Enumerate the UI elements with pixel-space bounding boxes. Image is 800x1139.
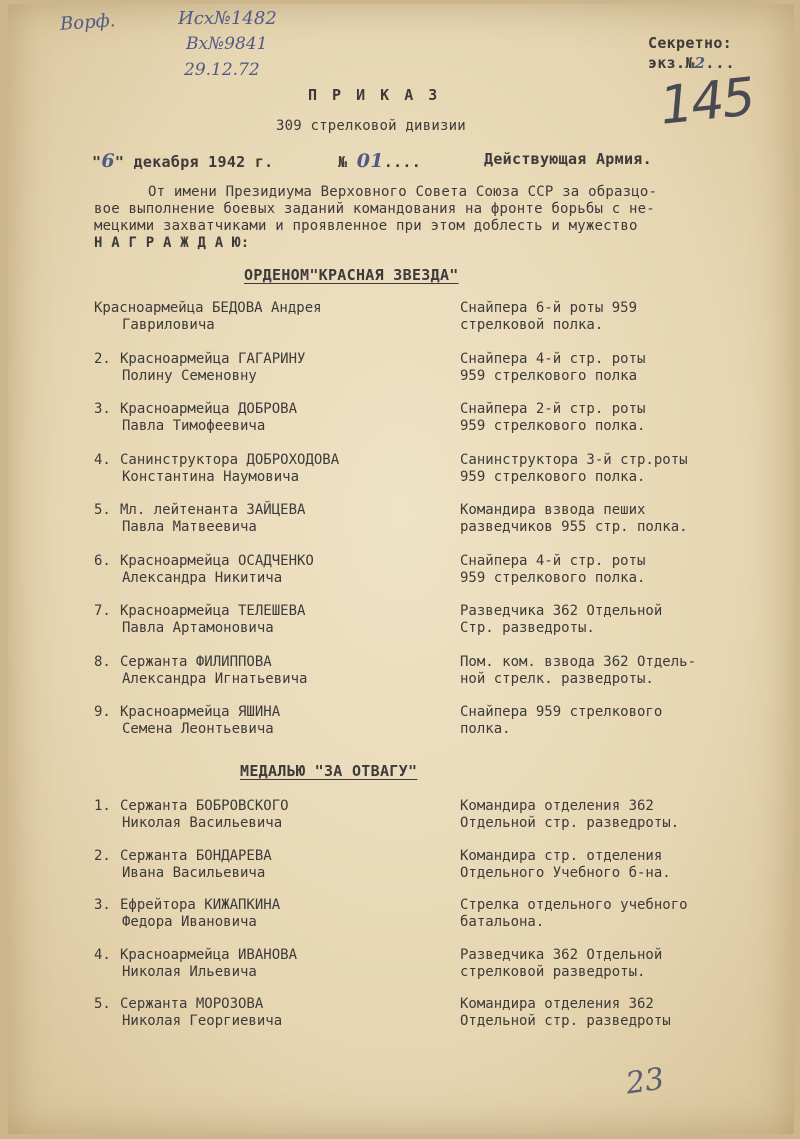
position-line-1: Снайпера 959 стрелкового bbox=[460, 704, 663, 720]
item-number: 3. bbox=[94, 401, 111, 417]
section1-recipient bbox=[94, 351, 454, 385]
archive-incoming-note: Вх№9841 bbox=[186, 34, 268, 54]
section2-recipient bbox=[94, 798, 454, 832]
section-order-red-star-title: ОРДЕНОМ"КРАСНАЯ ЗВЕЗДА" bbox=[244, 266, 459, 284]
section2-recipient bbox=[94, 897, 454, 931]
position-line-1: Разведчика 362 Отдельной bbox=[460, 603, 663, 619]
item-number: 3. bbox=[94, 897, 111, 913]
item-number: 4. bbox=[94, 451, 111, 468]
recipient-rank-surname: Красноармейца БЕДОВА Андрея bbox=[94, 300, 322, 316]
recipient-rank-surname: 4. Санинструктора ДОБРОХОДОВА bbox=[94, 451, 340, 468]
order-day: 6 bbox=[101, 150, 115, 172]
position-line-2: Отдельной стр. разведроты. bbox=[460, 815, 680, 831]
position-line-2: полка. bbox=[460, 721, 511, 737]
item-number: 6. bbox=[94, 552, 111, 569]
section1-recipient bbox=[94, 502, 454, 536]
position-line-1: Разведчика 362 Отдельной bbox=[460, 946, 663, 963]
sheet-number: 23 bbox=[623, 1061, 667, 1102]
position-line-2: 959 стрелкового полка bbox=[460, 367, 638, 384]
section2-position bbox=[460, 947, 760, 981]
recipient-given-names: Павла Матвеевича bbox=[122, 519, 257, 535]
preamble-line-2: вое выполнение боевых заданий командования на фронте борьбы с не- bbox=[94, 201, 655, 217]
position-line-1: Санинструктора 3-й стр.роты bbox=[460, 451, 688, 468]
item-number: 5. bbox=[94, 996, 111, 1012]
position-line-2: 959 стрелкового полка. bbox=[460, 468, 646, 485]
position-line-2: 959 стрелкового полка. bbox=[460, 418, 646, 434]
recipient-rank-surname: 6. Красноармейца ОСАДЧЕНКО bbox=[94, 552, 314, 569]
section1-position bbox=[460, 603, 760, 637]
item-number: 5. bbox=[94, 502, 111, 518]
section2-recipient bbox=[94, 947, 454, 981]
date-line: "6" декабря 1942 г. bbox=[92, 150, 274, 172]
section1-recipient bbox=[94, 452, 454, 486]
award-verb: Н А Г Р А Ж Д А Ю: bbox=[94, 235, 250, 251]
recipient-given-names: Павла Тимофеевича bbox=[122, 418, 266, 434]
division-name: 309 стрелковой дивизии bbox=[276, 118, 466, 134]
recipient-rank-surname: 8. Сержанта ФИЛИППОВА bbox=[94, 653, 272, 670]
section1-position bbox=[460, 502, 760, 536]
position-line-2: 959 стрелкового полка. bbox=[460, 569, 646, 586]
position-line-1: Пом. ком. взвода 362 Отдель- bbox=[460, 653, 697, 670]
section2-recipient bbox=[94, 848, 454, 882]
recipient-given-names: Николая Васильевича bbox=[122, 815, 283, 831]
position-line-1: Снайпера 4-й стр. роты bbox=[460, 552, 646, 569]
section1-position bbox=[460, 300, 760, 334]
recipient-given-names: Федора Ивановича bbox=[122, 914, 257, 930]
section2-position bbox=[460, 798, 760, 832]
item-number: 7. bbox=[94, 603, 111, 619]
section1-recipient bbox=[94, 654, 454, 688]
recipient-given-names: Николая Георгиевича bbox=[122, 1013, 283, 1029]
item-number: 1. bbox=[94, 798, 111, 814]
item-number: 4. bbox=[94, 946, 111, 963]
section2-position bbox=[460, 848, 760, 882]
order-number: 01 bbox=[356, 150, 384, 172]
section2-position bbox=[460, 897, 760, 931]
recipient-rank-surname: 2. Красноармейца ГАГАРИНУ bbox=[94, 350, 306, 367]
order-number-line: № 01.... bbox=[338, 150, 422, 172]
position-line-1: Командира отделения 362 bbox=[460, 798, 654, 814]
archive-outgoing-note: Исх№1482 bbox=[178, 8, 277, 29]
order-number-label: № bbox=[338, 153, 348, 171]
section1-position bbox=[460, 351, 760, 385]
section2-recipient bbox=[94, 996, 454, 1030]
recipient-given-names: Николая Ильевича bbox=[122, 963, 257, 980]
recipient-rank-surname: 9. Красноармейца ЯШИНА bbox=[94, 704, 281, 720]
recipient-rank-surname: 5. Сержанта МОРОЗОВА bbox=[94, 996, 264, 1012]
section1-recipient bbox=[94, 553, 454, 587]
position-line-1: Командира взвода пеших bbox=[460, 502, 646, 518]
secret-copy-line: экз.№2... bbox=[648, 54, 736, 72]
section1-position bbox=[460, 654, 760, 688]
position-line-2: Отдельного Учебного б-на. bbox=[460, 864, 671, 881]
recipient-rank-surname: 4. Красноармейца ИВАНОВА bbox=[94, 946, 298, 963]
recipient-rank-surname: 3. Ефрейтора КИЖАПКИНА bbox=[94, 897, 281, 913]
position-line-1: Снайпера 2-й стр. роты bbox=[460, 401, 646, 417]
position-line-1: Снайпера 4-й стр. роты bbox=[460, 350, 646, 367]
secret-copy-label: экз.№ bbox=[648, 54, 695, 72]
recipient-given-names: Александра Никитича bbox=[122, 569, 283, 586]
item-number: 8. bbox=[94, 653, 111, 670]
recipient-given-names: Ивана Васильевича bbox=[122, 864, 266, 881]
item-number: 9. bbox=[94, 704, 111, 720]
secret-copy-number: 2 bbox=[694, 54, 706, 72]
recipient-given-names: Павла Артамоновича bbox=[122, 620, 274, 636]
recipient-given-names: Семена Леонтьевича bbox=[122, 721, 274, 737]
recipient-given-names: Александра Игнатьевича bbox=[122, 670, 308, 687]
army-label: Действующая Армия. bbox=[484, 150, 652, 168]
position-line-2: Отдельной стр. разведроты bbox=[460, 1013, 671, 1029]
section1-recipient bbox=[94, 704, 454, 738]
position-line-1: Командира отделения 362 bbox=[460, 996, 654, 1012]
section1-recipient bbox=[94, 300, 454, 334]
position-line-2: стрелковой полка. bbox=[460, 317, 604, 333]
recipient-rank-surname: 1. Сержанта БОБРОВСКОГО bbox=[94, 798, 289, 814]
archive-fond-note: Ворф. bbox=[59, 10, 117, 35]
section1-recipient bbox=[94, 401, 454, 435]
section-medal-courage-title: МЕДАЛЬЮ "ЗА ОТВАГУ" bbox=[240, 762, 418, 780]
item-number: 2. bbox=[94, 847, 111, 864]
item-number: 2. bbox=[94, 350, 111, 367]
recipient-rank-surname: 7. Красноармейца ТЕЛЕШЕВА bbox=[94, 603, 306, 619]
position-line-1: Стрелка отдельного учебного bbox=[460, 897, 688, 913]
recipient-given-names: Полину Семеновну bbox=[122, 367, 257, 384]
document-title: П Р И К А З bbox=[308, 86, 441, 104]
position-line-2: Стр. разведроты. bbox=[460, 620, 595, 636]
position-line-2: стрелковой разведроты. bbox=[460, 963, 646, 980]
position-line-2: разведчиков 955 стр. полка. bbox=[460, 519, 688, 535]
archive-date-note: 29.12.72 bbox=[184, 60, 260, 80]
recipient-rank-surname: 5. Мл. лейтенанта ЗАЙЦЕВА bbox=[94, 502, 306, 518]
position-line-1: Снайпера 6-й роты 959 bbox=[460, 300, 638, 316]
section1-position bbox=[460, 401, 760, 435]
preamble-line-1: От имени Президиума Верховного Совета Союза ССР за образцо- bbox=[148, 184, 658, 200]
section2-position bbox=[460, 996, 760, 1030]
position-line-2: батальона. bbox=[460, 914, 545, 930]
secret-label: Секретно: bbox=[648, 34, 732, 52]
document-sheet bbox=[8, 4, 794, 1134]
recipient-given-names: Константина Наумовича bbox=[122, 468, 300, 485]
section1-recipient bbox=[94, 603, 454, 637]
section1-position bbox=[460, 452, 760, 486]
recipient-rank-surname: 2. Сержанта БОНДАРЕВА bbox=[94, 847, 272, 864]
archive-page-number: 145 bbox=[657, 67, 757, 137]
recipient-given-names: Гавриловича bbox=[122, 317, 215, 333]
preamble-line-3: мецкими захватчиками и проявленное при этом доблесть и мужество bbox=[94, 218, 638, 234]
section1-position bbox=[460, 704, 760, 738]
section1-position bbox=[460, 553, 760, 587]
position-line-2: ной стрелк. разведроты. bbox=[460, 670, 654, 687]
position-line-1: Командира стр. отделения bbox=[460, 847, 663, 864]
recipient-rank-surname: 3. Красноармейца ДОБРОВА bbox=[94, 401, 298, 417]
